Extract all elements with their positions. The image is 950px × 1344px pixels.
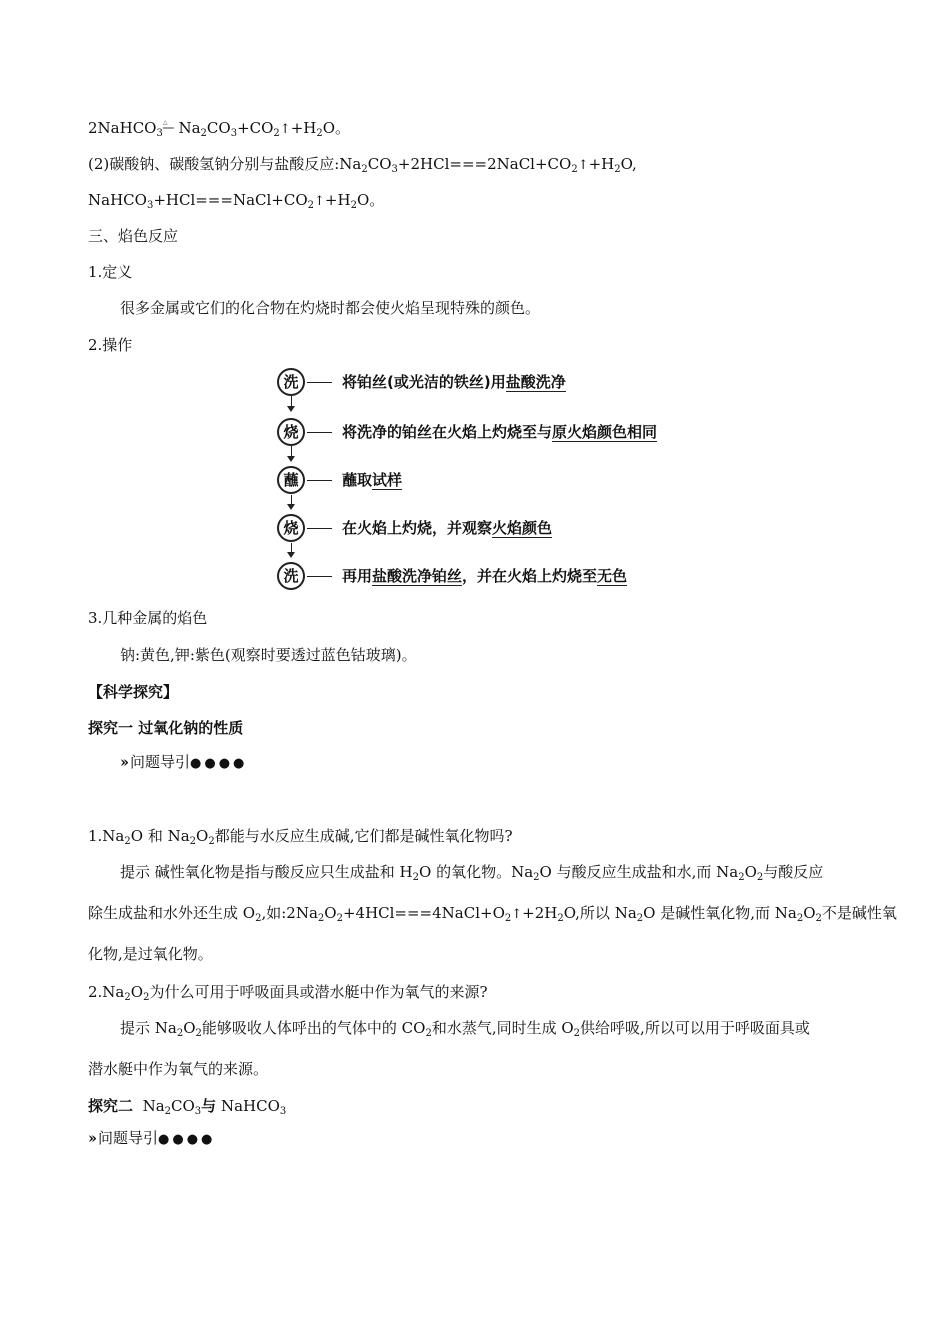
step-node-wash: 洗 [277,368,305,396]
question-guide-label: ›› 问题导引●●●● [120,753,248,771]
step-node-dip: 蘸 [277,466,305,494]
double-chevron-icon: ›› [88,1129,94,1147]
step-text: 再用盐酸洗净铂丝，并在火焰上灼烧至无色 [342,567,628,585]
explore-1-title: 探究一 过氧化钠的性质 [88,719,244,737]
step-node-wash-final: 洗 [277,562,305,590]
equation-line-1: 2NaHCO$_3$△ ═══ $Na_2CO_3+CO_2↑+H_2O$。 [88,119,351,139]
question-2: $2.Na_2O_2$为什么可用于呼吸面具或潜水艇中作为氧气的来源? [88,983,488,1003]
dots-icon: ●●●● [158,1132,216,1147]
arrow-down-icon [287,504,295,510]
question-1: $1.Na_2O$ 和 $Na_2O_2$都能与水反应生成碱,它们都是碱性氧化物吗? [88,827,513,847]
definition-heading: 1.定义 [88,263,133,281]
flame-colors-heading: 3.几种金属的焰色 [88,609,208,627]
dots-icon: ●●●● [190,756,248,771]
step-connector [307,528,332,529]
step-connector [307,382,332,383]
step-text: 在火焰上灼烧，并观察火焰颜色 [342,519,553,537]
flame-colors-text: 钠:黄色,钾:紫色(观察时要透过蓝色钴玻璃)。 [120,646,417,664]
definition-text: 很多金属或它们的化合物在灼烧时都会使火焰呈现特殊的颜色。 [120,299,541,317]
answer-2-line-1: 提示 $Na_2O_2$能够吸收人体呼出的气体中的 $CO_2$和水蒸气,同时生成 $O_2$供给呼吸,所以可以用于呼吸面具或 [120,1019,810,1039]
arrow-down-icon [287,406,295,412]
step-text: 蘸取试样 [342,471,403,489]
equation-line-2: (2)碳酸钠、碳酸氢钠分别与盐酸反应$:Na_2CO_3+2HCl===2NaCl+CO_2↑+H_2O$, [88,155,637,175]
science-explore-header: 【科学探究】 [88,683,179,701]
answer-1-line-1: 提示 碱性氧化物是指与酸反应只生成盐和 $H_2O$ 的氧化物。$Na_2O$ 与酸反应生成盐和水,而 $Na_2O_2$与酸反应 [120,863,824,883]
answer-2-line-2: 潜水艇中作为氧气的来源。 [88,1060,269,1078]
answer-1-line-3: 化物,是过氧化物。 [88,945,213,963]
step-node-burn: 烧 [277,418,305,446]
step-text: 将铂丝(或光洁的铁丝)用盐酸洗净 [342,373,566,391]
arrow-down-icon [287,552,295,558]
step-node-burn-observe: 烧 [277,514,305,542]
step-connector [307,576,332,577]
answer-1-line-2: 除生成盐和水外还生成 $O_2$,如$:2Na_2O_2+4HCl===4NaCl+O_2↑+2H_2O$,所以 $Na_2O$ 是碱性氧化物,而 $Na_2O_2$不是碱性氧 [88,904,897,924]
arrow-down-icon [287,456,295,462]
step-connector [307,480,332,481]
step-text: 将洗净的铂丝在火焰上灼烧至与原火焰颜色相同 [342,423,658,441]
operation-heading: 2.操作 [88,336,133,354]
question-guide-label-2: ›› 问题导引●●●● [88,1129,216,1147]
section-title-flame-test: 三、焰色反应 [88,227,179,245]
step-connector [307,432,332,433]
double-chevron-icon: ›› [120,753,126,771]
explore-2-title: 探究二 $Na_2CO_3$与 NaHCO$_3$ [88,1097,287,1117]
reaction-condition: △ ═══ [162,119,174,132]
flame-test-flow-diagram [270,362,690,594]
equation-line-3: $NaHCO_3+HCl===NaCl+CO_2↑+H_2O$。 [88,191,385,211]
